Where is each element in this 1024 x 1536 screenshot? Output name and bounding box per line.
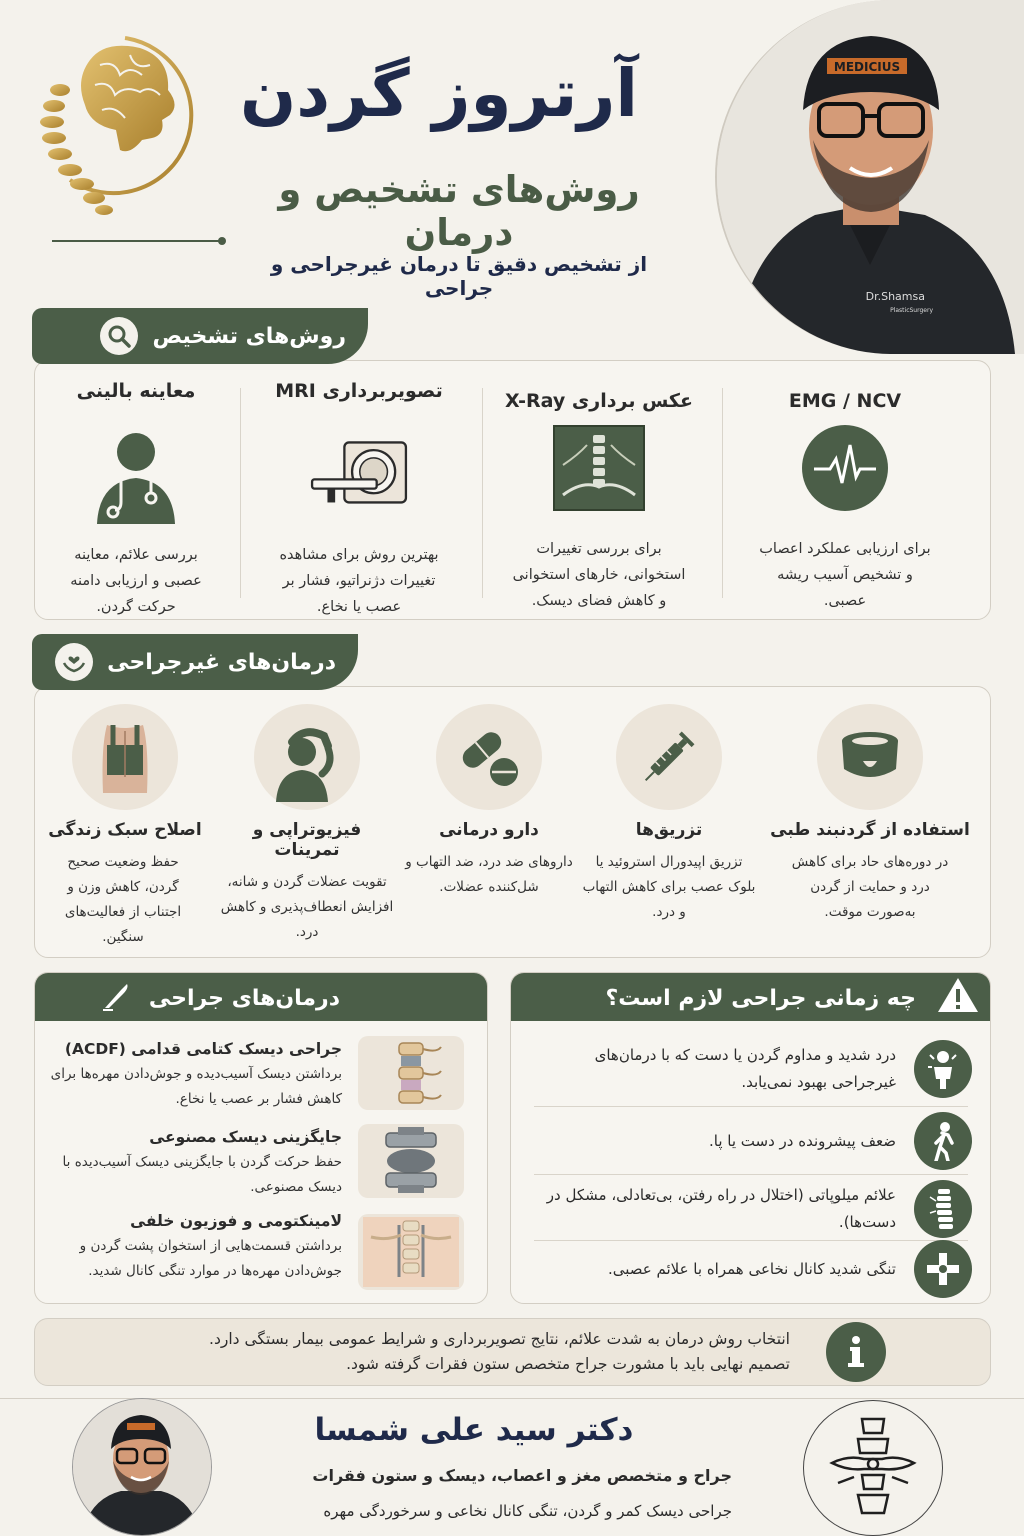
when-surgery-title: چه زمانی جراحی لازم است؟ — [605, 985, 916, 1011]
nonsurgical-item-physio — [218, 704, 396, 945]
when-surgery-header — [540, 976, 980, 1020]
posture-icon — [72, 704, 178, 810]
title-divider — [52, 240, 222, 242]
cap-logo-text: MEDICIUS — [833, 60, 901, 74]
diagnosis-tab — [32, 308, 368, 364]
nonsurgical-tab-title: درمان‌های غیرجراحی — [107, 649, 336, 675]
method-title: معاینه بالینی — [76, 380, 196, 402]
diagnosis-method-mri — [250, 380, 468, 620]
item-description: برداشتن دیسک آسیب‌دیده و جوش‌دادن مهره‌ها برای کاهش فشار بر عصب یا نخاع. — [50, 1066, 342, 1107]
row-divider — [534, 1174, 968, 1175]
pain-person-icon — [914, 1040, 972, 1098]
nonsurgical-item-injection — [580, 704, 758, 925]
surgical-title: درمان‌های جراحی — [148, 985, 340, 1011]
spine-fusion-icon — [358, 1036, 464, 1110]
diagnosis-method-emg — [736, 380, 954, 614]
diagnosis-divider — [722, 388, 723, 598]
item-description: داروهای ضد درد، ضد التهاب و شل‌کننده عضلات. — [405, 854, 573, 895]
spine-icon — [914, 1180, 972, 1238]
item-title: جراحی دیسک کتامی قدامی (ACDF) — [64, 1040, 342, 1058]
note-line-1: انتخاب روش درمان به شدت علائم، نتایج تصویربرداری و شرایط عمومی بیمار بستگی دارد. — [209, 1330, 790, 1348]
scalpel-icon — [99, 978, 133, 1018]
diagnosis-divider — [240, 388, 241, 598]
item-title: استفاده از گردنبند طبی — [770, 820, 970, 840]
surgical-item-acdf — [42, 1040, 342, 1112]
footer-specialty: جراح و متخصص مغز و اعصاب، دیسک و ستون فقرات — [312, 1466, 732, 1485]
search-icon — [100, 317, 138, 355]
posterior-spine-icon — [358, 1214, 464, 1290]
when-surgery-item — [532, 1240, 972, 1298]
neck-collar-icon — [817, 704, 923, 810]
shirt-logo-subtext: PlasticSurgery — [890, 307, 933, 314]
xray-icon — [549, 418, 649, 518]
item-text: درد شدید و مداوم گردن یا دست که با درمان‌های غیرجراحی بهبود نمی‌یابد. — [594, 1046, 896, 1091]
item-description: تقویت عضلات گردن و شانه، افزایش انعطاف‌پذیری و کاهش درد. — [220, 874, 394, 940]
item-description: حفظ حرکت گردن با جایگزینی دیسک آسیب‌دیده با دیسک مصنوعی. — [62, 1154, 342, 1195]
diagnosis-tab-title: روش‌های تشخیص — [152, 323, 346, 349]
nonsurgical-item-collar — [770, 704, 970, 925]
page-tagline: از تشخیص دقیق تا درمان غیرجراحی و جراحی — [270, 252, 648, 300]
footer-services: جراحی دیسک کمر و گردن، تنگی کانال نخاعی و سرخوردگی مهره — [323, 1502, 732, 1520]
item-text: علائم میلوپاتی (اختلال در راه رفتن، بی‌تعادلی، مشکل در دست‌ها). — [546, 1186, 896, 1231]
item-title: لامینکتومی و فوزیون خلفی — [130, 1212, 342, 1230]
when-surgery-item — [532, 1040, 972, 1098]
diagnosis-method-clinical — [36, 380, 236, 620]
item-description: برداشتن قسمت‌هایی از استخوان پشت گردن و جوش‌دادن مهره‌ها در موارد تنگی کانال شدید. — [79, 1238, 342, 1279]
method-description: بررسی علائم، معاینه عصبی و ارزیابی دامنه حرکت گردن. — [70, 547, 202, 615]
care-hands-icon — [55, 643, 93, 681]
item-text: ضعف پیشرونده در دست یا پا. — [708, 1131, 896, 1150]
item-text: تنگی شدید کانال نخاعی همراه با علائم عصبی. — [607, 1259, 896, 1278]
item-title: اصلاح سبک زندگی — [48, 820, 202, 840]
when-surgery-item — [532, 1112, 972, 1170]
surgical-header — [60, 978, 480, 1018]
surgical-item-disc-replacement — [42, 1128, 342, 1200]
item-description: در دوره‌های حاد برای کاهش درد و حمایت از گردن به‌صورت موقت. — [791, 854, 949, 920]
method-description: بهترین روش برای مشاهده تغییرات دژنراتیو، فشار بر عصب یا نخاع. — [279, 547, 439, 615]
diagnosis-divider — [482, 388, 483, 598]
nonsurgical-item-lifestyle — [40, 704, 210, 950]
doctor-portrait — [715, 0, 1024, 354]
canal-icon — [914, 1240, 972, 1298]
mri-scanner-icon — [309, 424, 409, 524]
item-title: فیزیوتراپی و تمرینات — [252, 820, 362, 860]
artificial-disc-icon — [358, 1124, 464, 1198]
info-icon — [826, 1322, 886, 1382]
syringe-icon — [616, 704, 722, 810]
page-title: آرتروز گردن — [239, 55, 639, 132]
item-title: تزریق‌ها — [635, 820, 703, 840]
footer-doctor-avatar — [72, 1398, 212, 1536]
method-title: تصویربرداری MRI — [275, 380, 443, 402]
nonsurgical-tab — [32, 634, 358, 690]
item-description: حفظ وضعیت صحیح گردن، کاهش وزن و اجتناب از فعالیت‌های سنگین. — [64, 854, 182, 945]
brain-logo-icon — [30, 30, 200, 220]
note-line-2: تصمیم نهایی باید با مشورت جراح متخصص ستون فقرات گرفته شود. — [346, 1355, 790, 1373]
method-title: EMG / NCV — [788, 390, 902, 412]
item-title: دارو درمانی — [439, 820, 539, 840]
row-divider — [534, 1106, 968, 1107]
physio-icon — [254, 704, 360, 810]
item-title: جایگزینی دیسک مصنوعی — [149, 1128, 342, 1146]
page-subtitle: روش‌های تشخیص و درمان — [278, 168, 640, 254]
method-description: برای بررسی تغییرات استخوانی، خارهای استخوانی و کاهش فضای دیسک. — [512, 541, 686, 609]
method-description: برای ارزیابی عملکرد اعصاب و تشخیص آسیب ریشه عصبی. — [759, 541, 931, 609]
nonsurgical-item-medication — [400, 704, 578, 900]
surgical-item-laminectomy — [42, 1212, 342, 1284]
pulse-icon — [795, 418, 895, 518]
pills-icon — [436, 704, 542, 810]
footer-doctor-name: دکتر سید علی شمسا — [314, 1412, 634, 1448]
method-title: عکس برداری X-Ray — [505, 390, 693, 412]
warning-icon — [936, 975, 980, 1021]
diagnosis-method-xray — [490, 380, 708, 614]
spine-logo-icon — [803, 1400, 943, 1536]
item-description: تزریق اپیدورال استروئید یا بلوک عصب برای کاهش التهاب و درد. — [582, 854, 756, 920]
note-text — [90, 1327, 790, 1377]
shirt-logo-text: Dr.Shamsa — [865, 290, 925, 303]
doctor-icon — [86, 424, 186, 524]
walking-icon — [914, 1112, 972, 1170]
when-surgery-item — [532, 1180, 972, 1238]
